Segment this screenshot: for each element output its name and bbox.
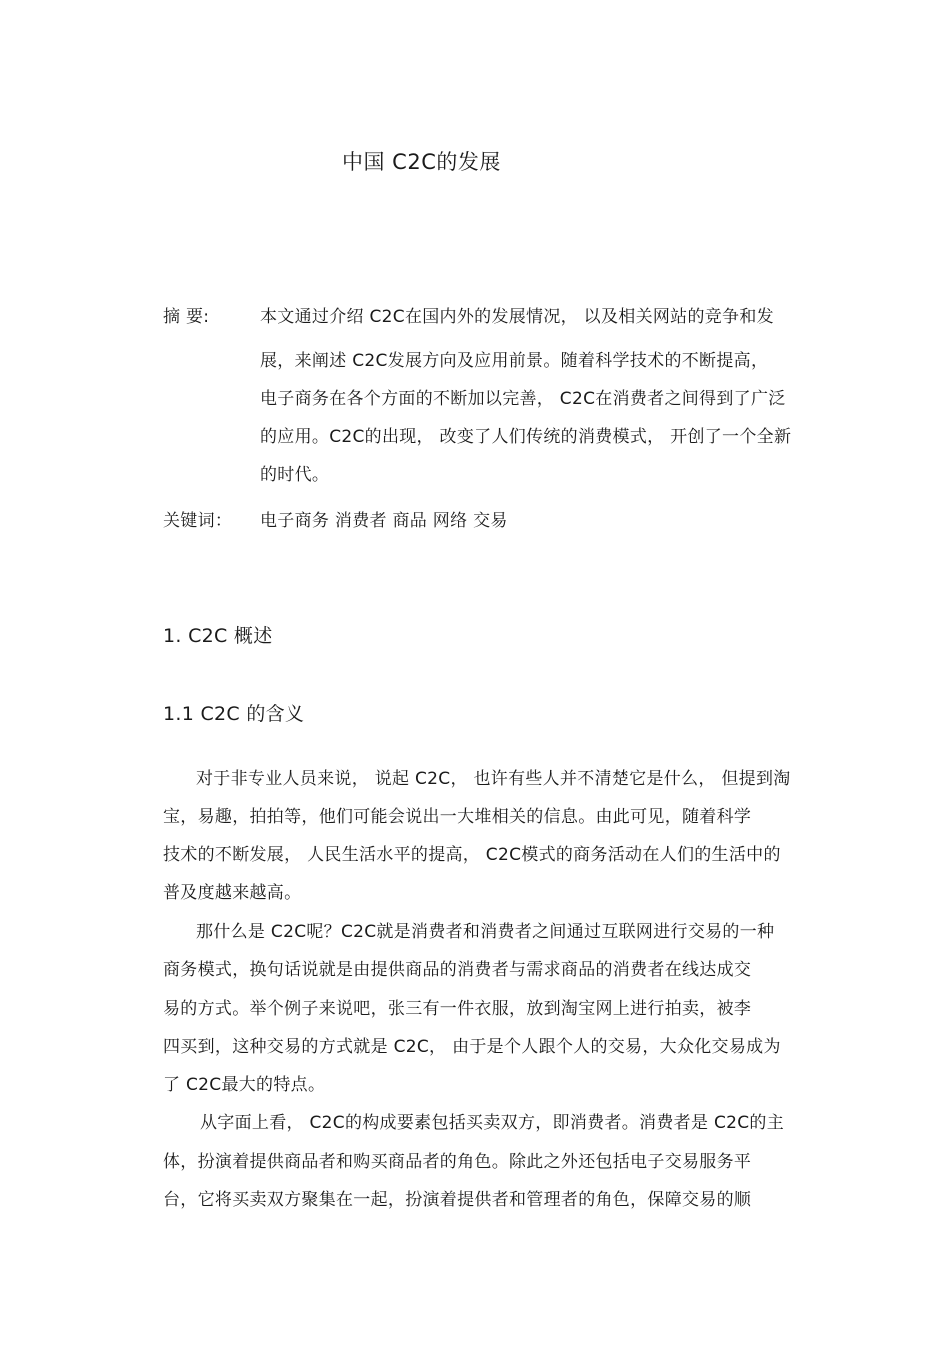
keywords-label: 关键词： [163,511,233,531]
paragraph-line: 了 C2C最大的特点。 [163,1075,326,1095]
abstract-label: 摘 要: [163,307,210,327]
paragraph-line: 技术的不断发展， 人民生活水平的提高， C2C模式的商务活动在人们的生活中的 [163,845,781,865]
paragraph-line: 普及度越来越高。 [163,883,302,903]
abstract-line: 电子商务在各个方面的不断加以完善， C2C在消费者之间得到了广泛 [260,389,786,409]
paragraph-line: 那什么是 C2C呢？C2C就是消费者和消费者之间通过互联网进行交易的一种 [196,922,775,942]
paragraph-line: 宝，易趣，拍拍等，他们可能会说出一大堆相关的信息。由此可见，随着科学 [163,807,752,827]
abstract-line: 展，来阐述 C2C发展方向及应用前景。随着科学技术的不断提高， [260,351,769,371]
paragraph-line: 台，它将买卖双方聚集在一起，扮演着提供者和管理者的角色，保障交易的顺 [163,1190,752,1210]
document-title: 中国 C2C的发展 [342,150,501,174]
abstract-line: 本文通过介绍 C2C在国内外的发展情况， 以及相关网站的竞争和发 [260,307,774,327]
keywords-value: 电子商务 消费者 商品 网络 交易 [260,511,508,531]
section-heading: 1. C2C 概述 [163,625,273,647]
subsection-heading: 1.1 C2C 的含义 [163,703,305,725]
paragraph-line: 四买到，这种交易的方式就是 C2C， 由于是个人跟个人的交易，大众化交易成为 [163,1037,781,1057]
paragraph-line: 体，扮演着提供商品者和购买商品者的角色。除此之外还包括电子交易服务平 [163,1152,752,1172]
paragraph-line: 商务模式，换句话说就是由提供商品的消费者与需求商品的消费者在线达成交 [163,960,752,980]
abstract-line: 的应用。C2C的出现， 改变了人们传统的消费模式， 开创了一个全新 [260,427,792,447]
abstract-line: 的时代。 [260,465,330,485]
paragraph-line: 对于非专业人员来说， 说起 C2C， 也许有些人并不清楚它是什么， 但提到淘 [196,769,791,789]
paragraph-line: 从字面上看， C2C的构成要素包括买卖双方，即消费者。消费者是 C2C的主 [200,1113,785,1133]
paragraph-line: 易的方式。举个例子来说吧，张三有一件衣服，放到淘宝网上进行拍卖，被李 [163,999,752,1019]
